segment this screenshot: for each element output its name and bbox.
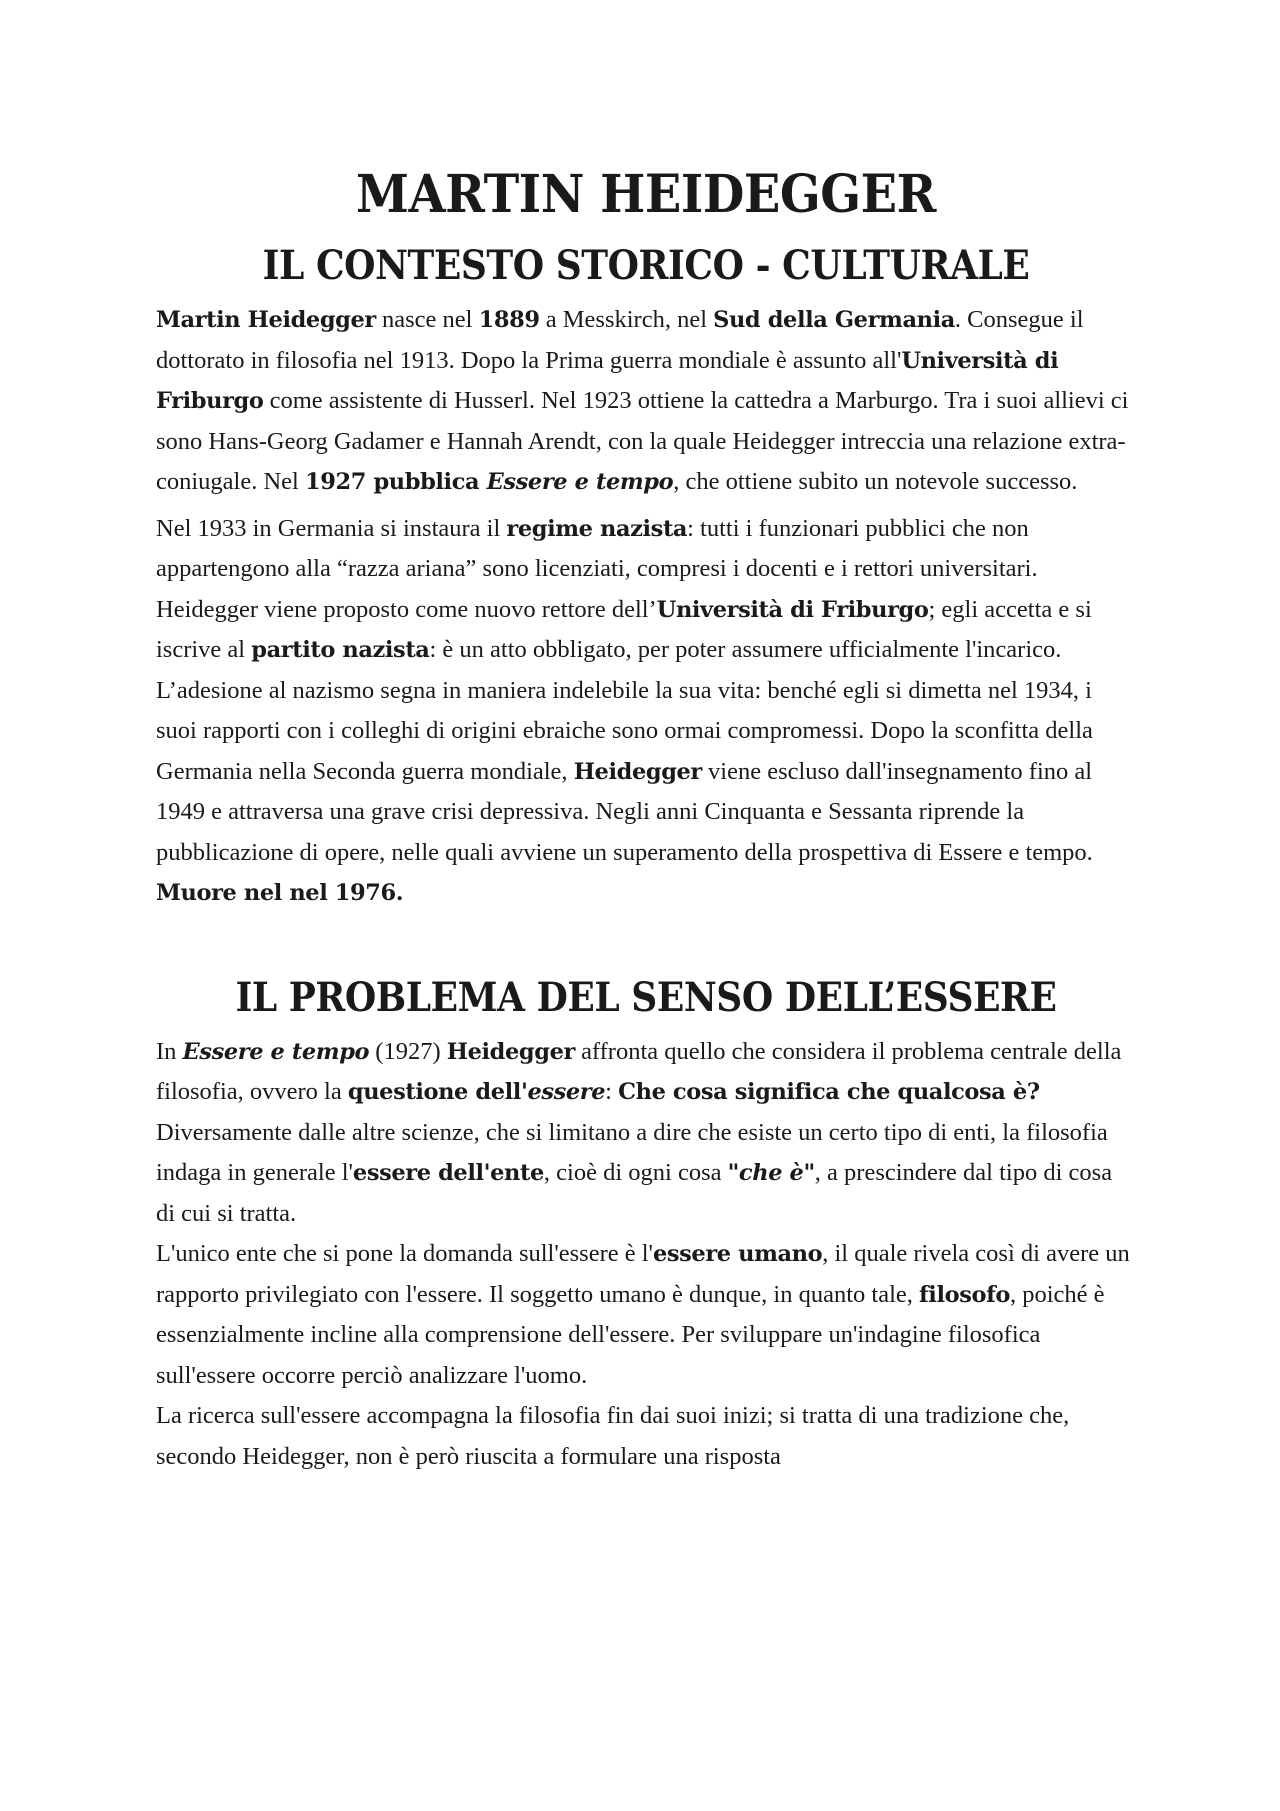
body-text: (1927) [369,1037,447,1065]
paragraph-question [156,1032,1136,1113]
bold-text: Muore nel nel 1976. [156,880,404,906]
body-text: , a prescindere dal tipo di cosa di cui si tratta. [156,1159,1113,1227]
body-text: . Consegue il dottorato in filosofia nel 1913. Dopo la Prima guerra mondiale è assunto all' [156,306,1084,374]
bold-text: Che cosa significa che qualcosa è? [618,1079,1040,1105]
bold-text: Università di Friburgo [656,596,929,623]
bold-text: essere dell'ente [352,1160,544,1186]
body-text: nasce nel [375,306,479,333]
paragraph-human [156,1234,1136,1396]
bold-text: Università di Friburgo [156,347,1059,414]
body-text: , poiché è essenzialmente incline alla comprensione dell'essere. Per sviluppare un'indagine filosofica sull'essere occorre perciò analizzare l'uomo. [156,1280,1105,1389]
document-page [156,160,1136,1477]
bold-italic-text: Essere e tempo [182,1038,370,1065]
body-text: L'unico ente che si pone la domanda sull'essere è l' [156,1240,653,1267]
body-text: : è un atto obbligato, per poter assumere ufficialmente l'incarico. L’adesione al nazismo segna in maniera indelebile la sua vita: benché egli si dimetta nel 1934, i suoi rapporti con i colleghi di origini ebraiche sono ormai compromessi. Dopo la sconfitta della Germania nella Seconda guerra mondiale, [156,636,1093,785]
bold-text: Martin Heidegger [156,307,376,333]
body-text: a Messkirch, nel [539,306,714,333]
paragraph-tradition [156,1396,1136,1477]
body-text: come assistente di Husserl. Nel 1923 ottiene la cattedra a Marburgo. Tra i suoi allievi ci sono Hans-Georg Gadamer e Hannah Arendt, con la quale Heidegger intreccia una relazione extra-coniugale. Nel [156,387,1129,495]
bold-text: regime nazista [506,515,688,542]
bold-text: 1927 pubblica [305,469,487,495]
body-text: , il quale rivela così di avere un rapporto privilegiato con l'essere. Il soggetto umano è dunque, in quanto tale, [156,1240,1130,1308]
bold-italic-text: "che è" [727,1160,815,1186]
body-text: ; egli accetta e si iscrive al [156,595,1092,663]
bold-text: questione dell' [347,1079,528,1105]
body-text: , cioè di ogni cosa [543,1159,728,1186]
section-heading-problema: IL PROBLEMA DEL SENSO DELL’ESSERE [235,973,1057,1021]
section-heading-contesto: IL CONTESTO STORICO - CULTURALE [262,242,1030,289]
bold-italic-text: Essere e tempo [486,469,674,495]
body-text: : [605,1078,619,1105]
bold-text: Heidegger [446,1038,575,1065]
bold-text: partito nazista [251,637,430,663]
document-title: MARTIN HEIDEGGER [356,164,936,225]
bold-italic-text: essere [527,1079,606,1105]
paragraph-nazism [156,509,1136,914]
body-text: affronta quello che considera il problema centrale della filosofia, ovvero la [156,1037,1122,1105]
bold-text: essere umano [652,1241,823,1267]
body-text: La ricerca sull'essere accompagna la filosofia fin dai suoi inizi; si tratta di una tradizione che, secondo Heidegger, non è però riuscita a formulare una risposta [156,1402,1070,1470]
body-text: Nel 1933 in Germania si instaura il [156,514,507,542]
paragraph-biography [156,300,1136,503]
bold-text: 1889 [478,307,540,333]
bold-text: filosofo [919,1281,1010,1308]
body-text: In [156,1037,183,1065]
body-text: viene escluso dall'insegnamento fino al 1949 e attraversa una grave crisi depressiva. Negli anni Cinquanta e Sessanta riprende la pubblicazione di opere, nelle quali avviene un superamento della prospettiva di Essere e tempo. [156,757,1093,866]
body-text: : tutti i funzionari pubblici che non appartengono alla “razza ariana” sono licenziati, compresi i docenti e i rettori universitari. Heidegger viene proposto come nuovo rettore dell’ [156,514,1038,623]
bold-text: Heidegger [573,758,702,785]
body-text: , che ottiene subito un notevole successo. [673,468,1078,495]
body-text: Diversamente dalle altre scienze, che si limitano a dire che esiste un certo tipo di enti, la filosofia indaga in generale l' [156,1118,1108,1186]
paragraph-being [156,1113,1136,1235]
bold-text: Sud della Germania [713,307,955,333]
